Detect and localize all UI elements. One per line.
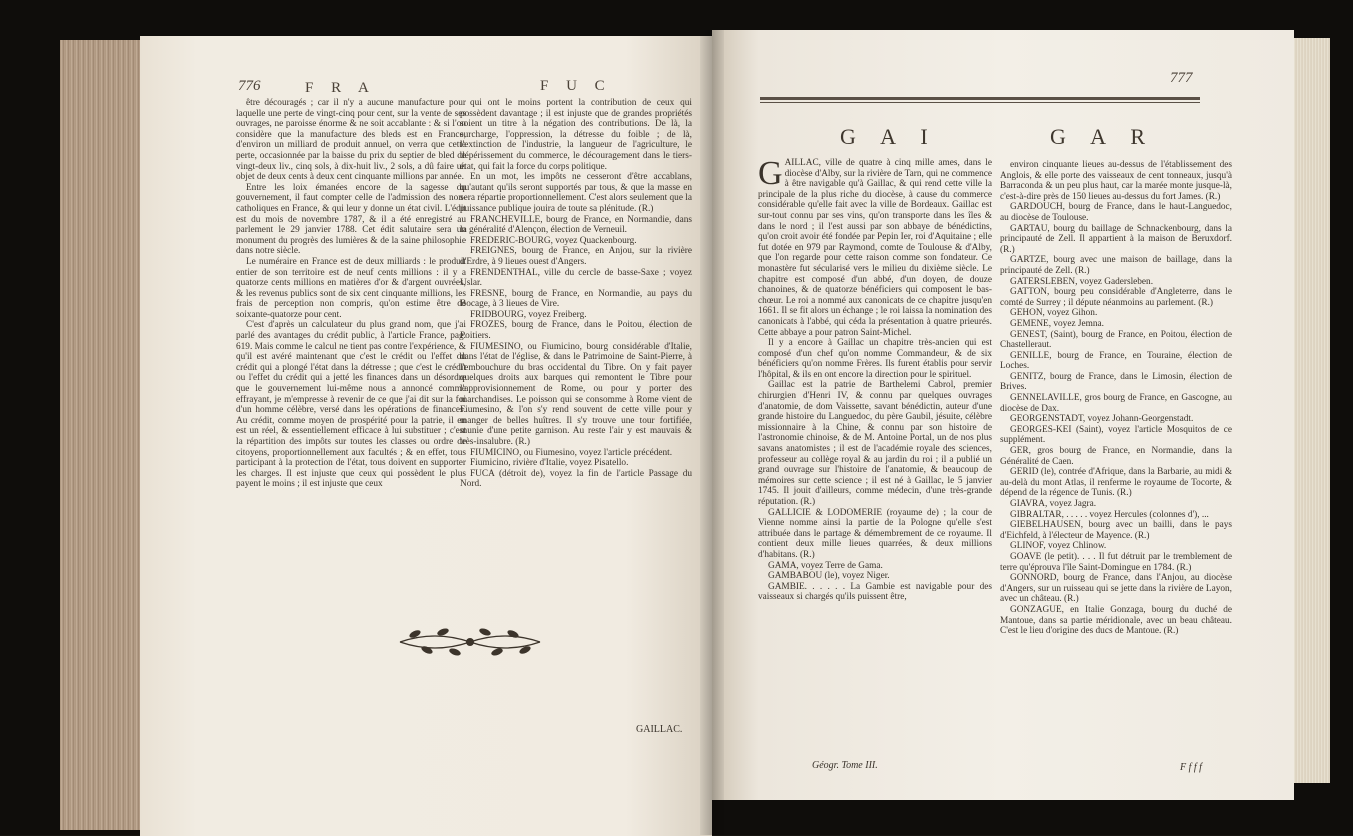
entry: GALLICIE & LODOMERIE (royaume de) ; la cour de Vienne nomme ainsi la partie de la Pologne qu'elle s'est attribuée dans le partage & démembrement de ce royaume. Il contient deux mille lieues quarrées, & deux millions d'habitans. (R.) bbox=[758, 507, 992, 560]
paragraph: qui ont le moins portent la contribution de ceux qui possèdent davantage ; il est injuste que de grandes propriétés soient un titre à la négation des contributions. De là, la surcharge, l'oppression, la détresse du foible ; de là, l'extinction de l'industrie, la langueur de l'agriculture, le dépérissement du commerce, le découragement dans le tiers-état, qui fait la force du corps politique. bbox=[460, 98, 692, 172]
entry: GENITZ, bourg de France, dans le Limosin, élection de Brives. bbox=[1000, 371, 1232, 393]
floral-ornament-icon bbox=[395, 622, 545, 662]
gaillac-text: AILLAC, ville de quatre à cinq mille ames, dans le diocèse d'Alby, sur la rivière de Tarn, qui ne commence à être navigable qu'à Gaillac, & qui rend cette ville la principale de la plus riche du diocèse, à cause du commerce considérable qu'elle fait avec la ville de Bordeaux. Gaillac est sur-tout connu par ses vins, qu'on transporte dans les îles & dans le nord ; il l'est aussi par son abbaye de bénédictins, qu'on croit avoir été fondée par Pepin Ier, roi d'Aquitaine ; elle fut dotée en 979 par Raymond, comte de Toulouse & d'Alby, que l'on regarde pour cette raison comme son fondateur. Ce monastère fut sécularisé vers le milieu du dixième siècle. Le chapitre est composé d'un abbé, d'un doyen, de douze chanoines, & de quatorze bénéficiers qui composent le bas-chœur. Le roi a nommé aux canonicats de ce chapitre jusqu'en 1661. Il se fit alors un échange ; le roi laissa la nomination des canonicats à l'abbé, qui céda la présentation à quatre prieurés. Cette abbaye a pour patron Saint-Michel. bbox=[758, 158, 992, 338]
entry: GAMBABOU (le), voyez Niger. bbox=[768, 571, 890, 582]
page-number-right: 777 bbox=[1170, 70, 1193, 86]
entry: FIUMESINO, ou Fiumicino, bourg considérable d'Italie, dans l'état de l'église, & dans le Patrimoine de Saint-Pierre, à l'embouchure du bras occidental du Tibre. On y fait payer quelques droits aux barques qui remontent le Tibre pour l'approvisionnement de Rome, ou pour y porter des marchandises. Le poisson qui se consomme à Rome vient de Fiumesino, & l'on s'y rend souvent de cette ville pour y manger de belles huîtres. Il s'y trouve une tour fortifiée, munie d'une petite garnison. Au reste l'air y est mauvais & très-insalubre. (R.) bbox=[460, 341, 692, 447]
entry: GOAVE (le petit). . . . Il fut détruit par le tremblement de terre qu'éprouva l'île Saint-Domingue en 1784. (R.) bbox=[1000, 551, 1232, 573]
entry: Fiumicino, rivière d'Italie, voyez Pisatello. bbox=[470, 458, 629, 469]
entry: GER, gros bourg de France, en Normandie, dans la Généralité de Caen. bbox=[1000, 446, 1232, 467]
entry: GLINOF, voyez Chlinow. bbox=[1010, 541, 1107, 552]
entry: GARDOUCH, bourg de France, dans le haut-Languedoc, au diocèse de Toulouse. bbox=[1000, 202, 1232, 223]
entry: GONZAGUE, en Italie Gonzaga, bourg du duché de Mantoue, dans sa partie méridionale, avec un beau château. C'est le lieu d'origine des ducs de Mantoue. (R.) bbox=[1000, 604, 1232, 637]
catchword: GAILLAC. bbox=[636, 724, 683, 735]
entry: GIEBELHAUSEN, bourg avec un bailli, dans le pays d'Eichfeld, à l'électeur de Mayence. (R.) bbox=[1000, 520, 1232, 541]
volume-footer: Géogr. Tome III. bbox=[812, 760, 878, 771]
entry: GEMENE, voyez Jemna. bbox=[1010, 318, 1104, 329]
entry: GATTON, bourg peu considérable d'Angleterre, dans le comté de Surrey ; il députe néanmoins au parlement. (R.) bbox=[1000, 287, 1232, 308]
entry: GEORGENSTADT, voyez Johann-Georgenstadt. bbox=[1010, 414, 1194, 425]
entry: FRIDBOURG, voyez Freiberg. bbox=[470, 309, 587, 320]
gutter-shadow bbox=[700, 30, 724, 835]
left-column-2 bbox=[460, 98, 692, 596]
entry: FRESNE, bourg de France, en Normandie, au pays du Bocage, à 3 lieues de Vire. bbox=[460, 288, 692, 310]
entry: FUCA (détroit de), voyez la fin de l'article Passage du Nord. bbox=[460, 468, 692, 490]
entry: GARTAU, bourg du baillage de Schnackenbourg, dans la principauté de Zell. Il appartient à la maison de Beruxdorf. (R.) bbox=[1000, 223, 1232, 255]
paragraph: C'est d'après un calculateur du plus grand nom, que j'ai parlé des avantages du crédit public, à l'article France, pag. 619. Mais comme le calcul ne tient pas contre l'expérience, & qu'il est avéré maintenant que c'est le crédit ou l'effet du crédit qui a plongé l'état dans la détresse ; que c'est le crédit ou l'effet du crédit qui a jetté les finances dans un désordre que le gouvernement lui-même nous a annoncé comme effrayant, je m'empresse à revenir de ce que j'ai dit sur la foi d'un homme célèbre, versé dans les opérations de finances. Au crédit, comme moyen de prospérité pour la patrie, il en est un réel, & essentiellement efficace à lui substituer ; c'est la répartition des impôts sur toutes les classes ou ordre de citoyens, proportionnellement aux facultés ; & en effet, tous participant à la protection de l'état, tous doivent en supporter les charges. Il est injuste que ceux qui possèdent le plus payent le moins ; il est injuste que ceux bbox=[236, 320, 466, 490]
running-head-right: F U C bbox=[540, 78, 612, 94]
entry: GAMA, voyez Terre de Gama. bbox=[768, 560, 883, 571]
column-head-1: G A I bbox=[840, 124, 938, 149]
entry: GARTZE, bourg avec une maison de baillage, dans la principauté de Zell. (R.) bbox=[1000, 255, 1232, 276]
right-column-2 bbox=[1000, 160, 1232, 760]
page-number-left: 776 bbox=[238, 78, 261, 94]
entry: GENILLE, bourg de France, en Touraine, élection de Loches. bbox=[1000, 350, 1232, 372]
left-column-1 bbox=[236, 98, 466, 578]
header-rule-thin bbox=[760, 102, 1200, 103]
running-head-left: F R A bbox=[305, 80, 376, 96]
entry: GENEST, (Saint), bourg de France, en Poitou, élection de Chastelleraut. bbox=[1000, 329, 1232, 351]
paragraph: Il y a encore à Gaillac un chapitre très-ancien qui est composé d'un chef qu'on nomme Commandeur, & de six bénéficiers qu'on nomme Frères. Ils furent établis pour servir l'hôpital, & ils en ont encore la direction pour le spirituel. bbox=[758, 338, 992, 380]
entry: GENNELAVILLE, gros bourg de France, en Gascogne, au diocèse de Dax. bbox=[1000, 393, 1232, 414]
entry: FRANCHEVILLE, bourg de France, en Normandie, dans la généralité d'Alençon, élection de Verneuil. bbox=[460, 214, 692, 236]
entry: FRENDENTHAL, ville du cercle de basse-Saxe ; voyez Uslar. bbox=[460, 267, 692, 289]
drop-cap-g: G bbox=[758, 158, 783, 192]
paragraph: Entre les loix émanées encore de la sagesse du gouvernement, il faut compter celle de l'admission des non-catholiques en France, & qui leur y donne un état civil. L'édit est du mois de novembre 1787, & il a été enregistré au parlement le 29 janvier 1788. Cet édit salutaire sera un monument du progrès des lumières & de la saine philosophie dans notre siècle. bbox=[236, 182, 466, 257]
entry: FREDERIC-BOURG, voyez Quackenbourg. bbox=[470, 235, 637, 246]
paragraph bbox=[758, 158, 992, 338]
entry: FREIGNES, bourg de France, en Anjou, sur la rivière d'Erdre, à 9 lieues ouest d'Angers. bbox=[460, 246, 692, 267]
right-column-1 bbox=[758, 158, 992, 758]
entry: GIAVRA, voyez Jagra. bbox=[1010, 499, 1097, 509]
column-head-2: G A R bbox=[1050, 124, 1156, 149]
paragraph: En un mot, les impôts ne cesseront d'être accablans, qu'autant qu'ils seront supportés par tous, & que la masse en sera répartie proportionnellement. C'est alors seulement que la puissance publique jouira de toute sa plénitude. (R.) bbox=[460, 172, 692, 214]
entry: GAMBIE. . . . . . La Gambie est navigable pour des vaisseaux si chargés qu'ils puissent être, bbox=[758, 581, 992, 603]
paragraph: Le numéraire en France est de deux milliards : le produit entier de son territoire est de neuf cents millions : il y a quatorze cents millions en matières d'or & d'argent ouvrées, & les revenus publics sont de six cent cinquante millions, les frais de perception non compris, qu'on estime être de soixante-quatorze pour cent. bbox=[236, 256, 466, 320]
header-rule bbox=[760, 97, 1200, 100]
entry: GONNORD, bourg de France, dans l'Anjou, au diocèse d'Angers, sur un ruisseau qui se jette dans la rivière de Layon, avec un château. (R.) bbox=[1000, 573, 1232, 605]
entry: FIUMICINO, ou Fiumesino, voyez l'article précédent. bbox=[470, 447, 673, 458]
entry: GATERSLEBEN, voyez Gadersleben. bbox=[1010, 276, 1154, 287]
paragraph: Gaillac est la patrie de Barthelemi Cabrol, premier chirurgien d'Henri IV, & connu par quelques ouvrages d'anatomie, de dom Vaissette, savant bénédictin, auteur d'une grande histoire du Languedoc, du père Gaubil, jésuite, célèbre missionnaire à la Chine, & connu par son histoire de l'astronomie chinoise, & de M. Antoine Portal, un de nos plus savans anatomistes ; il est de l'académie royale des sciences, professeur au collège royal & au jardin du roi ; il a publié un grand ouvrage sur l'histoire de l'anatomie, & beaucoup de mémoires sur cette science ; il est né à Gaillac, le 5 janvier 1745. Il jouit d'ailleurs, comme médecin, d'une très-grande réputation. (R.) bbox=[758, 380, 992, 507]
right-page-edges bbox=[1290, 38, 1330, 783]
entry: GEHON, voyez Gihon. bbox=[1010, 308, 1098, 319]
left-page-edges bbox=[60, 40, 150, 830]
entry: GERID (le), contrée d'Afrique, dans la Barbarie, au midi & au-delà du mont Atlas, il renferme le royaume de Tocorte, & dépend de la régence de Tunis. (R.) bbox=[1000, 467, 1232, 499]
entry: GIBRALTAR, . . . . . voyez Hercules (colonnes d'), ... bbox=[1010, 509, 1209, 520]
entry: GEORGES-KEI (Saint), voyez l'article Mosquitos de ce supplément. bbox=[1000, 424, 1232, 446]
paragraph: environ cinquante lieues au-dessus de l'établissement des Anglois, & elle porte des vaisseaux de cent tonneaux, jusqu'à Barraconda & un peu plus haut, car la marée monte jusque-là, c'est-à-dire près de 150 lieues au-dessus du fort James. (R.) bbox=[1000, 160, 1232, 202]
entry: FROZES, bourg de France, dans le Poitou, élection de Poitiers. bbox=[460, 320, 692, 342]
signature-mark: F f f f bbox=[1180, 762, 1202, 773]
paragraph: être découragés ; car il n'y a aucune manufacture pour laquelle une perte de vingt-cinq pour cent, sur la vente de ses ouvrages, ne paroisse énorme & ne soit accablante : & si l'on considère que la manufacture des bleds est en France, d'environ un milliard de produit annuel, on verra que cette perte, occasionnée par la baisse du prix du septier de bled de vingt-deux liv., cinq sols, à dix-huit liv., 2 sols, a dû faire un objet de deux cents à deux cent cinquante millions par année. bbox=[236, 98, 466, 183]
